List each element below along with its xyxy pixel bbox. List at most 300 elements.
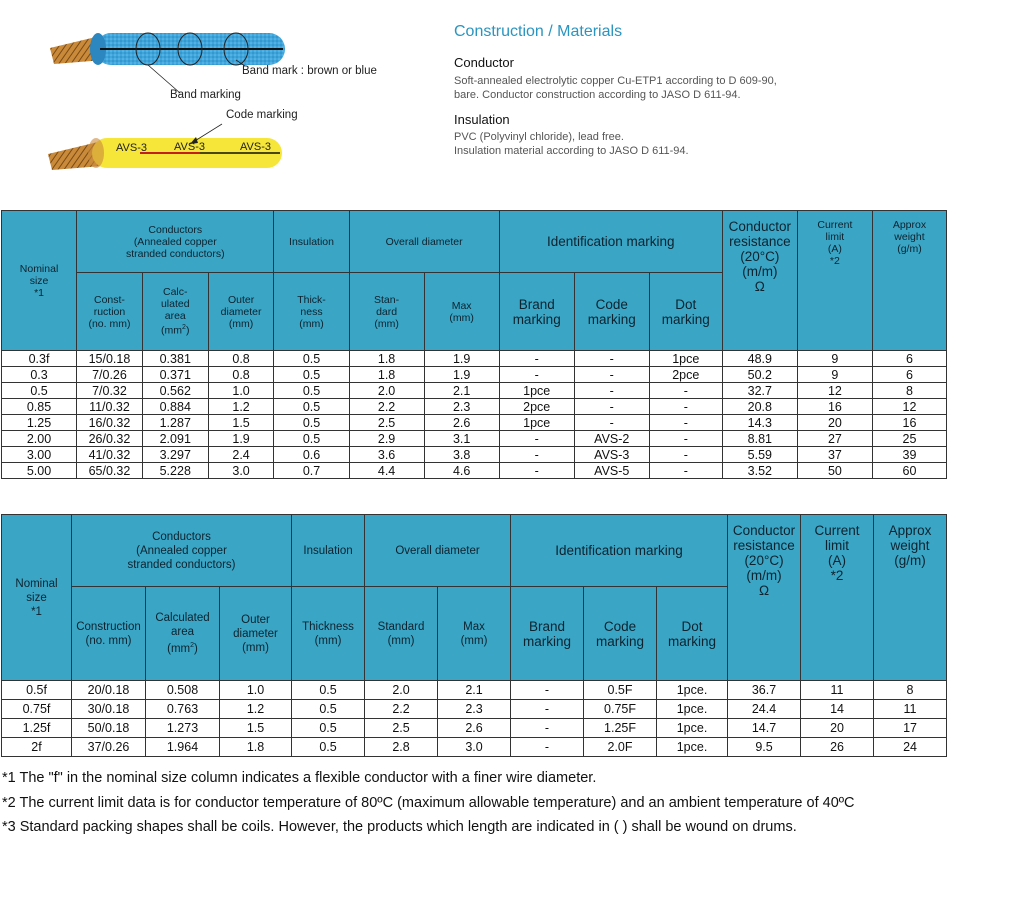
resistance-line: (20°C) [740,249,780,264]
table-cell: 0.5 [292,681,365,700]
table-cell: - [499,447,574,463]
table-cell: 2.1 [438,681,511,700]
outer-diameter-header [208,273,274,351]
table-cell: - [499,351,574,367]
table-row [2,415,947,431]
table-cell: 24 [874,738,947,757]
resistance-line: (m/m) [742,264,778,279]
table-cell: - [649,431,722,447]
table-cell: - [511,719,584,738]
brand-marking-header [511,587,584,681]
table-cell: 16 [872,415,946,431]
brand-line: marking [512,311,561,327]
table-cell: 6 [872,367,946,383]
table-cell: 12 [872,399,946,415]
table-cell: 0.5 [2,383,77,399]
table-cell: 2.091 [142,431,208,447]
max-line: Max [451,299,472,312]
outer-diameter-header [220,587,292,681]
dot-line: Dot [675,296,697,312]
brand-line: Brand [529,618,566,634]
outer-line: Outer [227,293,255,306]
weight-line: Approx [892,219,927,231]
table-cell: 2.5 [349,415,424,431]
standard-header [349,273,424,351]
table-cell: 1pce. [657,681,728,700]
table-row [2,700,947,719]
thickness-line: ness [300,305,323,318]
brand-marking-header [499,273,574,351]
table-cell: 0.884 [142,399,208,415]
construction-line: Construction [76,620,141,633]
table-cell: 2.3 [438,700,511,719]
table-cell: 16/0.32 [77,415,143,431]
conductors-header [77,211,274,273]
table-cell: 0.5 [274,431,349,447]
table-cell: 0.5 [274,351,349,367]
code-marking-header [574,273,649,351]
nominal-size-header [2,515,72,681]
current-limit-header [797,211,872,351]
table-cell: - [511,738,584,757]
table-cell: 3.8 [424,447,499,463]
standard-line: Standard [377,620,425,633]
table-cell: 3.52 [722,463,797,479]
table-cell: 1.8 [349,367,424,383]
table-cell: 2.8 [365,738,438,757]
wire-code-label-2: AVS-3 [174,141,205,153]
table-cell: 2.9 [349,431,424,447]
table-row [2,463,947,479]
table-cell: 1pce. [657,719,728,738]
dot-line: marking [661,311,710,327]
table-cell: 37 [797,447,872,463]
table-cell: 1.964 [146,738,220,757]
spec-table-1 [1,210,947,479]
table-cell: 1.25 [2,415,77,431]
insulation-text-2: Insulation material according to JASO D 611-94. [454,145,689,157]
table-cell: 15/0.18 [77,351,143,367]
thickness-header [274,273,349,351]
table-cell: 5.228 [142,463,208,479]
current-line: limit [825,231,845,243]
resistance-line: Conductor [732,523,796,538]
code-line: Code [595,296,628,312]
conductors-line: Conductors [148,223,203,236]
table-row [2,383,947,399]
table-cell: 9 [797,351,872,367]
table-cell: - [574,351,649,367]
weight-line: weight [890,538,930,553]
table-cell: 12 [797,383,872,399]
conductor-heading: Conductor [454,55,514,70]
resistance-line: Ω [754,279,765,294]
construction-title: Construction / Materials [454,23,623,40]
table-cell: 20 [797,415,872,431]
area-line: area [164,310,186,323]
wire-illustration [40,20,400,180]
table-cell: 26/0.32 [77,431,143,447]
table-cell: 3.6 [349,447,424,463]
table-cell: 6 [872,351,946,367]
table-cell: 2.00 [2,431,77,447]
conductors-line: stranded conductors) [125,247,225,260]
table-cell: AVS-3 [574,447,649,463]
table-cell: - [499,431,574,447]
weight-line: Approx [888,523,932,538]
table-row [2,719,947,738]
table-cell: 37/0.26 [72,738,146,757]
table-cell: 60 [872,463,946,479]
table-cell: 0.5 [274,415,349,431]
table-cell: 17 [874,719,947,738]
table-row [2,738,947,757]
table-cell: 1.8 [349,351,424,367]
table-cell: 3.1 [424,431,499,447]
table-cell: 5.00 [2,463,77,479]
table-cell: 0.371 [142,367,208,383]
table-cell: 2.5 [365,719,438,738]
area-line: Calc- [163,286,188,299]
table-cell: 1.9 [424,367,499,383]
outer-line: Outer [241,613,270,626]
table-cell: 25 [872,431,946,447]
conductors-line: (Annealed copper [133,235,217,248]
conductors-line: stranded conductors) [127,558,236,571]
table-cell: 2.0 [349,383,424,399]
insulation-header: Insulation [274,211,349,273]
table-cell: 20/0.18 [72,681,146,700]
table-cell: 11/0.32 [77,399,143,415]
table-cell: 0.5F [584,681,657,700]
standard-line: dard [376,305,398,318]
outer-line: (mm) [228,317,254,330]
table-cell: 0.5 [274,367,349,383]
table-row [2,399,947,415]
wire-code-label-1: AVS-3 [116,142,147,154]
thickness-line: Thick- [297,293,326,306]
area-unit-text: (mm [161,324,183,337]
table-cell: 32.7 [722,383,797,399]
code-marking-label: Code marking [226,109,298,121]
dot-marking-header [657,587,728,681]
table-cell: 0.5 [292,700,365,719]
construction-line: ruction [93,305,126,318]
construction-line: (no. mm) [85,634,132,647]
max-header [438,587,511,681]
table-cell: 5.59 [722,447,797,463]
blue-wire [50,33,285,93]
table-cell: - [511,700,584,719]
code-line: marking [587,311,636,327]
table-cell: 1.5 [220,719,292,738]
table-cell: 27 [797,431,872,447]
table-cell: - [649,447,722,463]
current-limit-header [801,515,874,681]
weight-line: (g/m) [897,243,922,255]
code-line: marking [596,633,645,649]
table-cell: 0.8 [208,367,274,383]
overall-diameter-header: Overall diameter [349,211,499,273]
current-line: Current [817,219,853,231]
table-cell: 3.297 [142,447,208,463]
insulation-header: Insulation [292,515,365,587]
table-cell: 8 [872,383,946,399]
table-cell: 2.2 [349,399,424,415]
table-cell: 4.4 [349,463,424,479]
table-cell: 50/0.18 [72,719,146,738]
construction-line: Const- [93,293,125,306]
table-cell: 1.2 [208,399,274,415]
weight-header [872,211,946,351]
spec-table-2 [1,514,947,757]
current-line: limit [825,538,850,553]
table-cell: 1.0 [208,383,274,399]
table-cell: - [649,463,722,479]
table-cell: 1.273 [146,719,220,738]
table-cell: 7/0.26 [77,367,143,383]
table-cell: 2.3 [424,399,499,415]
outer-line: diameter [220,305,262,318]
table-cell: 1.0 [220,681,292,700]
table-cell: 0.763 [146,700,220,719]
outer-line: diameter [233,627,278,640]
table-cell: 0.5 [292,719,365,738]
construction-header [77,273,143,351]
max-line: (mm) [449,311,474,324]
table-cell: 1pce [499,383,574,399]
thickness-line: (mm) [314,634,342,647]
conductor-text-1: Soft-annealed electrolytic copper Cu-ETP1 according to D 609-90, [454,75,777,87]
code-line: Code [603,618,637,634]
table-cell: AVS-2 [574,431,649,447]
overall-diameter-header: Overall diameter [365,515,511,587]
table-cell: AVS-5 [574,463,649,479]
band-marking-label: Band marking [170,89,241,101]
table-cell: 16 [797,399,872,415]
table-cell: 20 [801,719,874,738]
table-cell: 20.8 [722,399,797,415]
table-cell: 0.75F [584,700,657,719]
table-cell: 1pce [649,351,722,367]
outer-line: (mm) [242,641,269,654]
max-header [424,273,499,351]
table-cell: 0.562 [142,383,208,399]
table-cell: - [574,399,649,415]
table-cell: 2.1 [424,383,499,399]
table-cell: 0.381 [142,351,208,367]
table-cell: 1pce. [657,700,728,719]
table-cell: - [574,367,649,383]
code-marking-header [584,587,657,681]
resistance-line: Ω [758,583,770,598]
table-cell: 1.25F [584,719,657,738]
table-cell: 0.5 [292,738,365,757]
nominal-line: *1 [31,605,42,618]
table-cell: 65/0.32 [77,463,143,479]
thickness-header [292,587,365,681]
table-cell: 41/0.32 [77,447,143,463]
table-cell: 26 [801,738,874,757]
table-cell: 2.2 [365,700,438,719]
table-cell: - [574,383,649,399]
construction-header [72,587,146,681]
standard-line: (mm) [374,317,399,330]
brand-line: Brand [518,296,555,312]
thickness-line: Thickness [302,620,354,633]
band-mark-label: Band mark : brown or blue [242,65,377,77]
table-row [2,367,947,383]
table-cell: - [511,681,584,700]
current-line: Current [814,523,860,538]
footnote-1: *1 The "f" in the nominal size column indicates a flexible conductor with a finer wire diameter. [2,770,597,786]
nominal-line: size [26,591,47,604]
table-cell: 14.7 [728,719,801,738]
table-cell: 24.4 [728,700,801,719]
resistance-header [728,515,801,681]
table-cell: 1pce [499,415,574,431]
table-cell: 0.6 [274,447,349,463]
dot-line: marking [668,633,717,649]
table-cell: 7/0.32 [77,383,143,399]
table-cell: - [574,415,649,431]
table-cell: 0.8 [208,351,274,367]
table-cell: 1.9 [424,351,499,367]
conductors-line: Conductors [152,530,211,543]
table-cell: 0.5f [2,681,72,700]
table-cell: 1.287 [142,415,208,431]
table-cell: - [649,415,722,431]
resistance-line: resistance [729,234,791,249]
table-cell: 0.5 [274,383,349,399]
area-header [146,587,220,681]
nominal-line: size [29,274,49,287]
max-line: (mm) [460,634,488,647]
table-row [2,681,947,700]
footnote-2: *2 The current limit data is for conductor temperature of 80ºC (maximum allowable temperature) and an ambient temperature of 40ºC [2,795,855,811]
conductor-text-2: bare. Conductor construction according to JASO D 611-94. [454,89,741,101]
table-cell: 0.5 [274,399,349,415]
table-cell: 14 [801,700,874,719]
area-line: area [170,626,195,639]
standard-line: (mm) [387,634,415,647]
table-cell: 2pce [499,399,574,415]
insulation-heading: Insulation [454,112,510,127]
table-cell: 0.85 [2,399,77,415]
identification-marking-header: Identification marking [499,211,722,273]
table-row [2,431,947,447]
brand-line: marking [523,633,572,649]
table-cell: 1.2 [220,700,292,719]
identification-marking-header: Identification marking [511,515,728,587]
area-line: Calculated [155,612,210,625]
table-cell: - [649,383,722,399]
table-cell: 2f [2,738,72,757]
table-cell: 8.81 [722,431,797,447]
resistance-line: resistance [733,538,795,553]
table-cell: 9.5 [728,738,801,757]
table-cell: - [649,399,722,415]
table-cell: 4.6 [424,463,499,479]
table-row [2,351,947,367]
dot-marking-header [649,273,722,351]
nominal-line: Nominal [19,262,59,275]
nominal-size-header [2,211,77,351]
table-cell: 9 [797,367,872,383]
table-cell: 30/0.18 [72,700,146,719]
table-cell: 0.3f [2,351,77,367]
table-cell: 0.7 [274,463,349,479]
weight-header [874,515,947,681]
table-cell: 14.3 [722,415,797,431]
construction-line: (no. mm) [88,317,131,330]
table-cell: 11 [874,700,947,719]
table-cell: 2.0F [584,738,657,757]
resistance-line: (20°C) [744,553,784,568]
table-cell: 0.3 [2,367,77,383]
table-cell: 1.25f [2,719,72,738]
table-cell: 11 [801,681,874,700]
resistance-line: (m/m) [746,568,782,583]
standard-line: Stan- [374,293,400,306]
max-line: Max [463,620,485,633]
table-cell: 2.4 [208,447,274,463]
table-cell: 1.5 [208,415,274,431]
table-cell: 1.8 [220,738,292,757]
nominal-line: *1 [34,286,44,299]
table-cell: 0.75f [2,700,72,719]
table-cell: 36.7 [728,681,801,700]
table-cell: - [499,463,574,479]
current-line: *2 [830,568,844,583]
area-header [142,273,208,351]
table-cell: - [499,367,574,383]
area-unit-text: (mm [167,642,191,655]
table-cell: 1pce. [657,738,728,757]
wire-code-label-3: AVS-3 [240,141,271,153]
table-cell: 2.0 [365,681,438,700]
thickness-line: (mm) [299,317,324,330]
table-2-body [2,681,947,757]
table-cell: 39 [872,447,946,463]
table-row [2,447,947,463]
current-line: (A) [827,243,842,255]
table-cell: 48.9 [722,351,797,367]
standard-header [365,587,438,681]
table-cell: 50 [797,463,872,479]
weight-line: weight [894,231,925,243]
area-unit: $(mm^2)$ [167,642,198,655]
table-cell: 0.508 [146,681,220,700]
resistance-header [722,211,797,351]
table-cell: 2pce [649,367,722,383]
weight-line: (g/m) [894,553,926,568]
resistance-line: Conductor [728,219,791,234]
current-line: *2 [829,255,840,267]
table-cell: 2.6 [424,415,499,431]
insulation-text-1: PVC (Polyvinyl chloride), lead free. [454,131,624,143]
current-line: (A) [828,553,847,568]
conductors-header [72,515,292,587]
area-line: ulated [160,298,190,311]
table-1-body [2,351,947,479]
dot-line: Dot [681,618,703,634]
table-cell: 1.9 [208,431,274,447]
footnote-3: *3 Standard packing shapes shall be coils. However, the products which length are indicated in ( ) shall be wound on drums. [2,819,797,835]
table-cell: 50.2 [722,367,797,383]
table-cell: 3.0 [438,738,511,757]
table-cell: 2.6 [438,719,511,738]
